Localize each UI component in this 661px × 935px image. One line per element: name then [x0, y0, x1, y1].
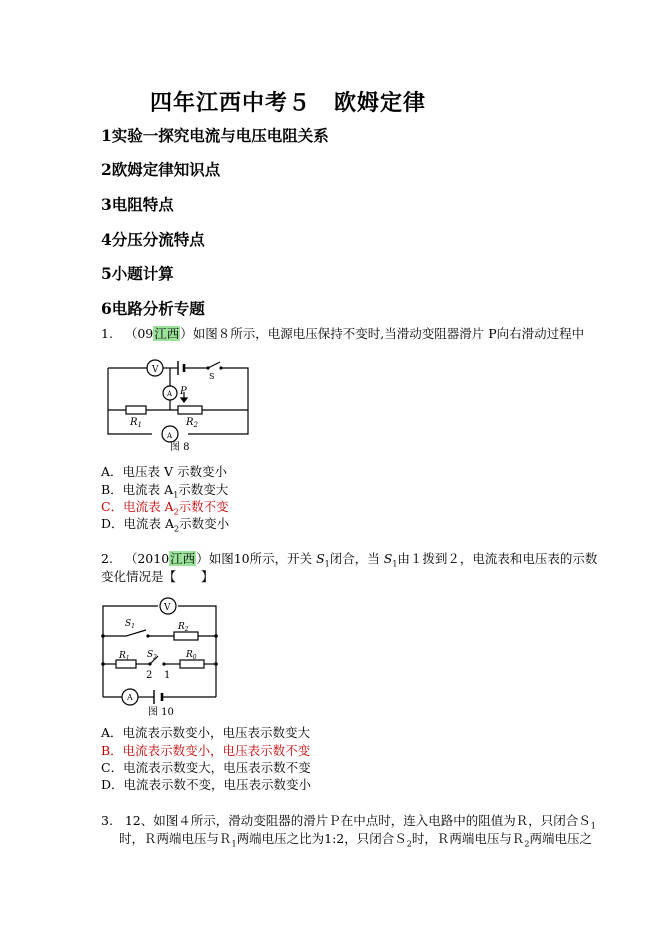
voltmeter-label: V	[164, 603, 171, 613]
q2-option-a: A．电流表示数变小，电压表示数变大	[101, 725, 311, 740]
question-number: 1.	[101, 326, 113, 341]
source-highlight: 江西	[170, 551, 196, 566]
ammeter-label: A	[127, 693, 133, 702]
resistor-r2-label: $R_2$	[178, 622, 189, 633]
page-title: 四年江西中考５ 欧姆定律	[150, 90, 427, 116]
switch-s1-label: $S_1$	[125, 619, 135, 630]
source-highlight: 江西	[154, 326, 180, 341]
voltmeter-label: V	[152, 365, 159, 375]
section-heading-6: 6电路分析专题	[101, 299, 205, 318]
q1-option-a: A．电压表 V 示数变小	[101, 464, 228, 479]
question-text: 如图８所示，电源电压保持不变时,当滑动变阻器滑片 P向右滑动过程中	[192, 326, 585, 341]
q1-option-b: B．电流表 $A_1$示数变大	[101, 482, 229, 500]
switch-s2-label: $S_2$	[147, 650, 157, 661]
q2-option-c: C．电流表示数变大，电压表示数不变	[101, 760, 311, 775]
ammeter-1-label: A	[167, 390, 173, 398]
resistor-r1-label: $R_1$	[130, 417, 142, 429]
slider-label: P	[180, 386, 187, 397]
resistor-r0-label: $R_0$	[186, 650, 197, 661]
q1-option-d: D．电流表 $A_2$示数变小	[101, 516, 230, 534]
figure-caption: 图 8	[170, 442, 190, 453]
circuit-figure-8	[100, 352, 260, 456]
q1-option-c: C．电流表 $A_2$示数不变	[101, 499, 229, 517]
question-1-stem	[101, 324, 584, 342]
question-3-line1: 3. 12、如图４所示，滑动变阻器的滑片Ｐ在中点时，连入电路中的阻值为Ｒ，只闭合Ｓ$_1$	[101, 813, 596, 831]
switch-label: S	[209, 372, 215, 381]
question-number: 2.	[101, 551, 113, 566]
resistor-r2-label: $R_2$	[186, 417, 198, 429]
q2-option-d: D．电流表示数不变，电压表示数变小	[101, 777, 312, 792]
resistor-r1-label: $R_1$	[119, 651, 130, 662]
section-heading-3: 3电阻特点	[101, 195, 174, 214]
switch-position-2: 2	[146, 670, 153, 681]
q2-option-b: B．电流表示数变小，电压表示数不变	[101, 743, 311, 758]
section-heading-1: 1实验一探究电流与电压电阻关系	[101, 126, 329, 145]
question-3-line2: 时，Ｒ两端电压与Ｒ$_1$两端电压之比为1:2，只闭合Ｓ$_2$时，Ｒ两端电压与Ｒ$_2$两端电压之	[119, 831, 592, 849]
ammeter-2-label: A	[167, 432, 173, 440]
question-2-stem-line2: 变化情况是【 】	[101, 569, 214, 584]
question-number: 3.	[101, 813, 113, 828]
source-close: ）	[180, 326, 193, 341]
figure-caption: 图 10	[148, 707, 174, 718]
section-heading-4: 4分压分流特点	[101, 230, 205, 249]
circuit-figure-10	[98, 594, 228, 718]
source-open: （09	[124, 326, 154, 341]
section-heading-5: 5小题计算	[101, 264, 174, 283]
switch-position-1: 1	[164, 670, 171, 681]
question-2-stem: 2. （2010江西）如图10所示，开关 $S_1$闭合，当 $S_1$由１拨到２，电流表和电压表的示数	[101, 551, 598, 569]
section-heading-2: 2欧姆定律知识点	[101, 160, 221, 179]
